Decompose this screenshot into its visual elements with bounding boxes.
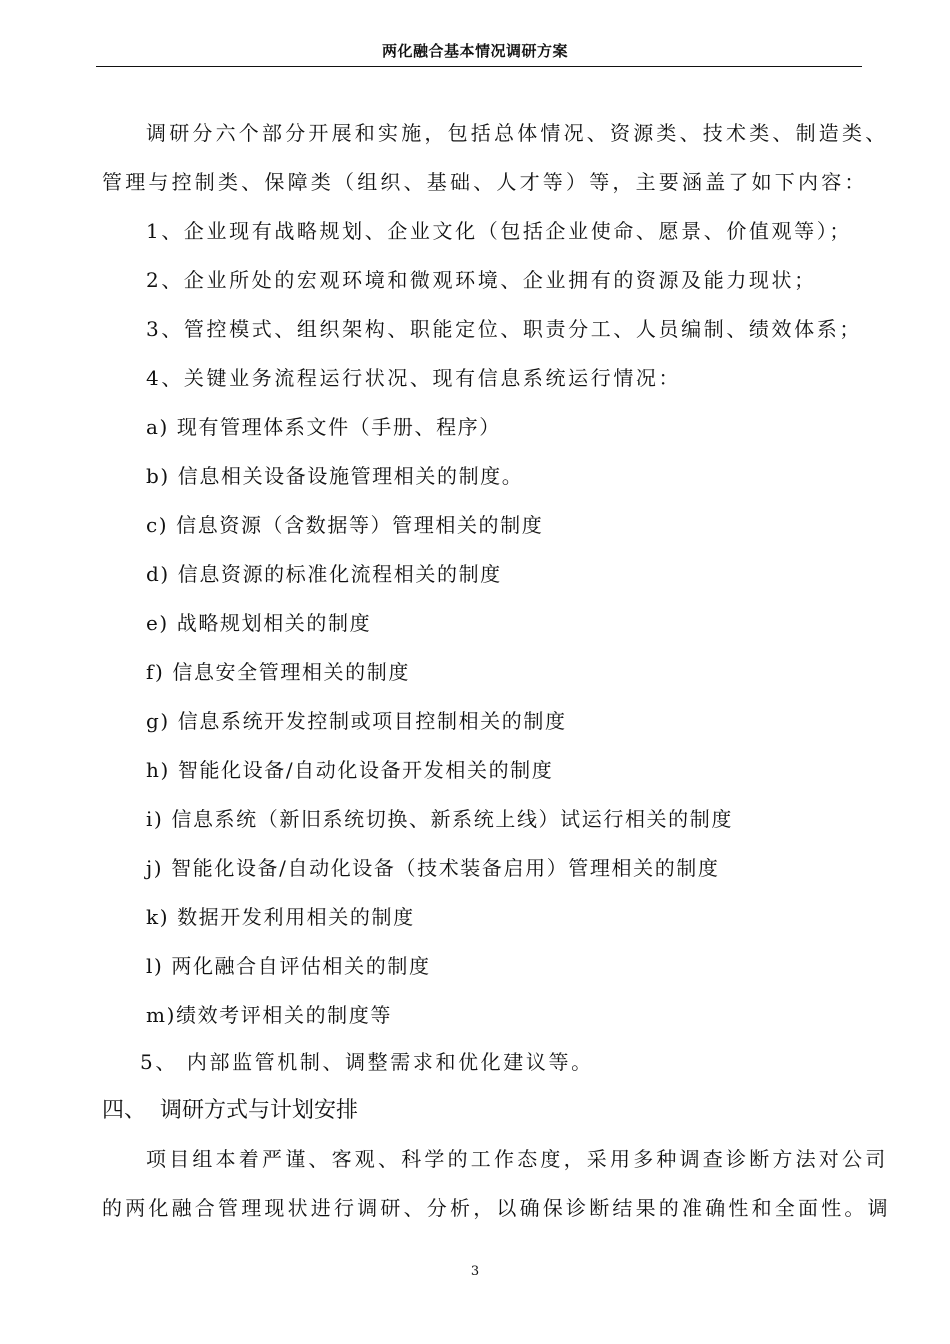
list-item: 4、关键业务流程运行状况、现有信息系统运行情况：: [146, 366, 682, 390]
sub-list-item: e) 战略规划相关的制度: [146, 611, 372, 635]
document-title: 两化融合基本情况调研方案: [381, 42, 568, 60]
sub-list-item: d) 信息资源的标准化流程相关的制度: [146, 562, 502, 586]
sub-list-item: j) 智能化设备/自动化设备（技术装备启用）管理相关的制度: [146, 856, 720, 880]
list-item: 1、企业现有战略规划、企业文化（包括企业使命、愿景、价值观等）；: [146, 219, 852, 243]
section-number: 四、: [102, 1098, 147, 1123]
section-heading: [102, 1097, 358, 1125]
section-line-1: 项目组本着严谨、客观、科学的工作态度，采用多种调查诊断方法对公司: [146, 1147, 889, 1171]
sub-list-item: l) 两化融合自评估相关的制度: [146, 954, 431, 978]
sub-list-item: a) 现有管理体系文件（手册、程序）: [146, 415, 501, 439]
list-item-5: 5、 内部监管机制、调整需求和优化建议等。: [140, 1050, 594, 1074]
sub-list-item: b) 信息相关设备设施管理相关的制度。: [146, 464, 524, 488]
list-item: 3、管控模式、组织架构、职能定位、职责分工、人员编制、绩效体系；: [146, 317, 862, 341]
intro-line-1: 调研分六个部分开展和实施，包括总体情况、资源类、技术类、制造类、: [146, 121, 889, 145]
section-title: 调研方式与计划安排: [160, 1098, 359, 1123]
sub-list-item: f) 信息安全管理相关的制度: [146, 660, 410, 684]
page-number: 3: [470, 1264, 480, 1279]
intro-line-2: 管理与控制类、保障类（组织、基础、人才等）等，主要涵盖了如下内容：: [102, 170, 868, 194]
section-line-2: 的两化融合管理现状进行调研、分析，以确保诊断结果的准确性和全面性。调: [102, 1196, 891, 1220]
list-item: 2、企业所处的宏观环境和微观环境、企业拥有的资源及能力现状；: [146, 268, 817, 292]
sub-list-item: i) 信息系统（新旧系统切换、新系统上线）试运行相关的制度: [146, 807, 733, 831]
sub-list-item: c) 信息资源（含数据等）管理相关的制度: [146, 513, 544, 537]
sub-list-item: k) 数据开发利用相关的制度: [146, 905, 415, 929]
sub-list-item: g) 信息系统开发控制或项目控制相关的制度: [146, 709, 567, 733]
sub-list-item: h) 智能化设备/自动化设备开发相关的制度: [146, 758, 554, 782]
sub-list-item: m)绩效考评相关的制度等: [146, 1003, 392, 1027]
header-divider: [96, 66, 862, 67]
